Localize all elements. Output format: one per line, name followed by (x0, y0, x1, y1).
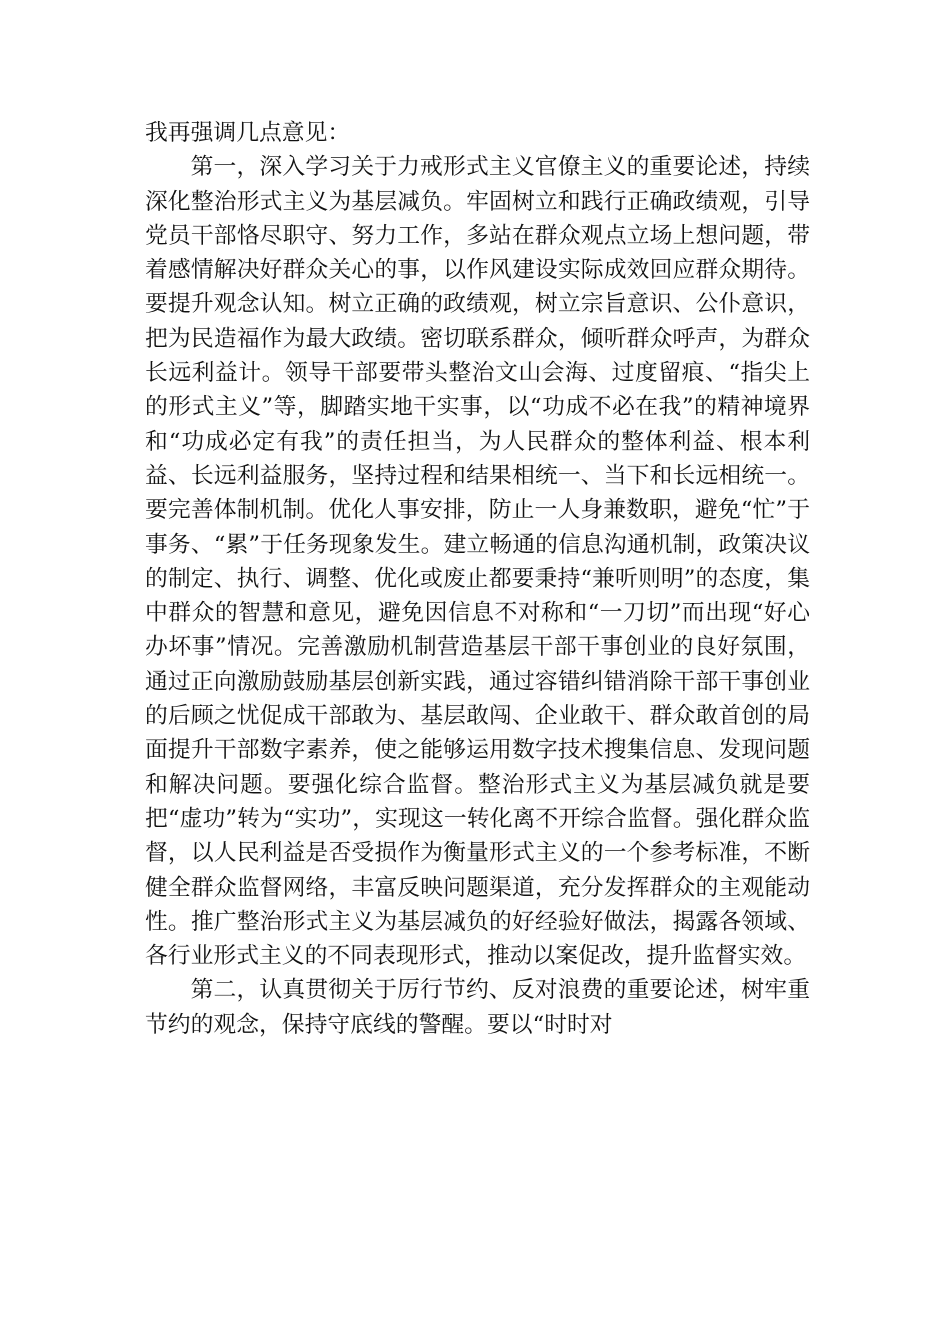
paragraph-point-two: 第二，认真贯彻关于厉行节约、反对浪费的重要论述，树牢重节约的观念，保持守底线的警醒。要以“时时对 (145, 977, 810, 1038)
document-page (145, 116, 810, 1042)
paragraph-intro: 我再强调几点意见： (145, 120, 351, 146)
paragraph-point-one: 第一，深入学习关于力戒形式主义官僚主义的重要论述，持续深化整治形式主义为基层减负。牢固树立和践行正确政绩观，引导党员干部恪尽职守、努力工作，多站在群众观点立场上想问题，带着感情解决好群众关心的事，以作风建设实际成效回应群众期待。要提升观念认知。树立正确的政绩观，树立宗旨意识、公仆意识，把为民造福作为最大政绩。密切联系群众，倾听群众呼声，为群众长远利益计。领导干部要带头整治文山会海、过度留痕、“指尖上的形式主义”等，脚踏实地干实事，以“功成不必在我”的精神境界和“功成必定有我”的责任担当，为人民群众的整体利益、根本利益、长远利益服务，坚持过程和结果相统一、当下和长远相统一。要完善体制机制。优化人事安排，防止一人身兼数职，避免“忙”于事务、“累”于任务现象发生。建立畅通的信息沟通机制，政策决议的制定、执行、调整、优化或废止都要秉持“兼听则明”的态度，集中群众的智慧和意见，避免因信息不对称和“一刀切”而出现“好心办坏事”情况。完善激励机制营造基层干部干事创业的良好氛围，通过正向激励鼓励基层创新实践，通过容错纠错消除干部干事创业的后顾之忧促成干部敢为、基层敢闯、企业敢干、群众敢首创的局面提升干部数字素养，使之能够运用数字技术搜集信息、发现问题和解决问题。要强化综合监督。整治形式主义为基层减负就是要把“虚功”转为“实功”，实现这一转化离不开综合监督。强化群众监督，以人民利益是否受损作为衡量形式主义的一个参考标准，不断健全群众监督网络，丰富反映问题渠道，充分发挥群众的主观能动性。推广整治形式主义为基层减负的好经验好做法，揭露各领域、各行业形式主义的不同表现形式，推动以案促改，提升监督实效。 (145, 154, 810, 970)
